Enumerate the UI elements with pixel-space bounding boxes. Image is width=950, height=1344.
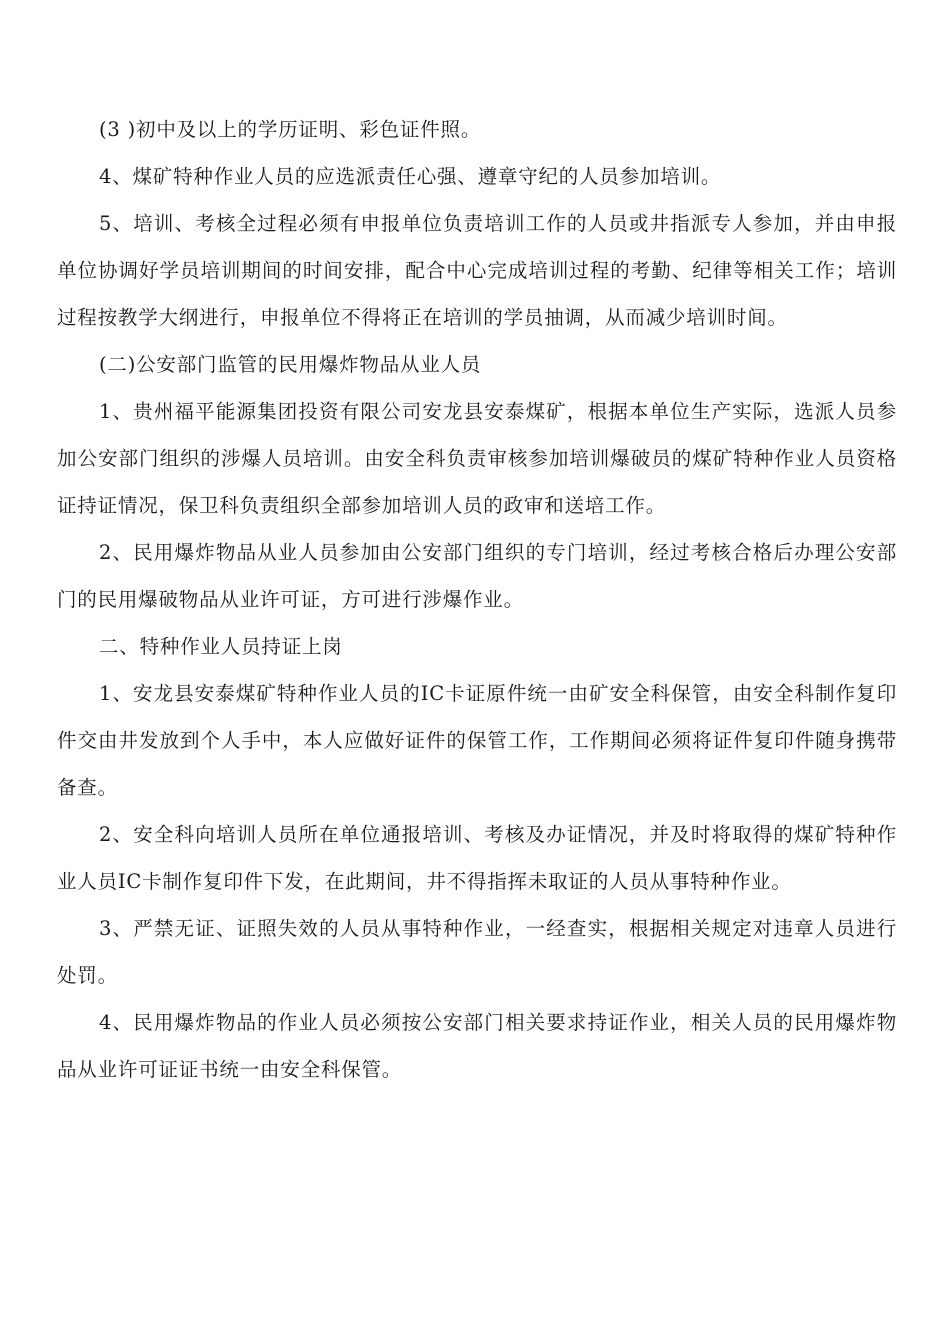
paragraph-explosives-permit: 2、民用爆炸物品从业人员参加由公安部门组织的专门培训，经过考核合格后办理公安部门的民用爆破物品从业许可证，方可进行涉爆作业。 [57,541,897,611]
paragraph-education-proof: (3 )初中及以上的学历证明、彩色证件照。 [99,118,482,141]
paragraph-no-certificate-penalty: 3、严禁无证、证照失效的人员从事特种作业，一经查实，根据相关规定对违章人员进行处罚。 [57,917,897,987]
paragraph-certification-notice: 2、安全科向培训人员所在单位通报培训、考核及办证情况，并及时将取得的煤矿特种作业人员IC卡制作复印件下发，在此期间，井不得指挥未取证的人员从事特种作业。 [57,823,897,893]
document-body [57,106,897,1093]
paragraph-training-process: 5、培训、考核全过程必须有申报单位负责培训工作的人员或井指派专人参加，并由申报单位协调好学员培训期间的时间安排，配合中心完成培训过程的考勤、纪律等相关工作；培训过程按教学大纲进行，申报单位不得将正在培训的学员抽调，从而减少培训时间。 [57,212,897,329]
paragraph-explosives-training: 1、贵州福平能源集团投资有限公司安龙县安泰煤矿，根据本单位生产实际，选派人员参加公安部门组织的涉爆人员培训。由安全科负责审核参加培训爆破员的煤矿特种作业人员资格证持证情况，保卫科负责组织全部参加培训人员的政审和送培工作。 [57,400,897,517]
section-heading-certified-work: 二、特种作业人员持证上岗 [99,635,343,658]
paragraph-ic-card-custody: 1、安龙县安泰煤矿特种作业人员的IC卡证原件统一由矿安全科保管，由安全科制作复印件交由井发放到个人手中，本人应做好证件的保管工作，工作期间必须将证件复印件随身携带备查。 [57,682,897,799]
section-heading-explosives-personnel: (二)公安部门监管的民用爆炸物品从业人员 [99,353,482,376]
paragraph-personnel-selection: 4、煤矿特种作业人员的应选派责任心强、遵章守纪的人员参加培训。 [99,165,722,188]
paragraph-explosives-certificate-custody: 4、民用爆炸物品的作业人员必须按公安部门相关要求持证作业，相关人员的民用爆炸物品从业许可证证书统一由安全科保管。 [57,1011,897,1081]
